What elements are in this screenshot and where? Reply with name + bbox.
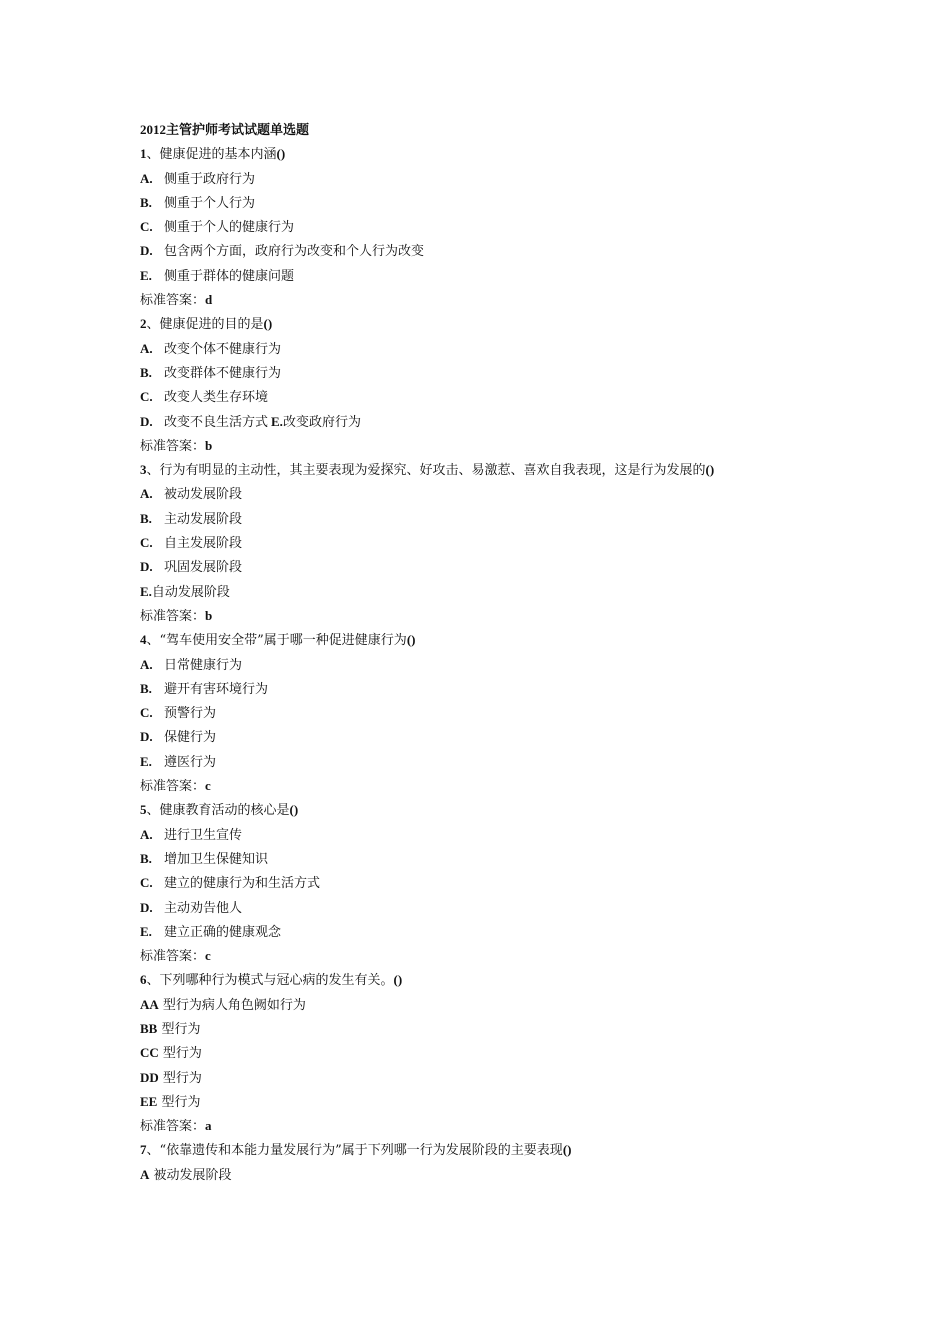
- option-key: D.: [140, 243, 153, 259]
- option-key: B.: [140, 510, 152, 526]
- option-key: C.: [140, 875, 153, 891]
- option-key: A.: [140, 826, 153, 842]
- option-item: [140, 531, 900, 555]
- answer-line: [140, 434, 900, 458]
- option-text: 保健行为: [164, 730, 217, 746]
- option-text: 遵医行为: [164, 754, 217, 770]
- question-separator: 、: [146, 317, 160, 333]
- question-number: 5: [140, 802, 147, 818]
- question-separator: 、: [146, 803, 160, 819]
- option-text: 改变人类生存环境: [164, 390, 269, 406]
- option-item: [140, 1163, 900, 1187]
- option-text: 型行为: [158, 1046, 202, 1062]
- option-text: 型行为病人角色阙如行为: [158, 997, 306, 1013]
- answer-line: [140, 1114, 900, 1138]
- option-text: 日常健康行为: [164, 657, 243, 673]
- question-blank: (): [562, 1142, 572, 1158]
- question-stem: [140, 1138, 900, 1162]
- option-text: 预警行为: [164, 706, 217, 722]
- option-item: [140, 385, 900, 409]
- option-text: 建立正确的健康观念: [164, 924, 282, 940]
- option-text: 主动发展阶段: [164, 511, 243, 527]
- question-stem: [140, 312, 900, 336]
- option-item: [140, 725, 900, 749]
- option-key: A.: [140, 656, 153, 672]
- option-text: 型行为: [157, 1094, 201, 1110]
- option-item: [140, 701, 900, 725]
- answer-label: 标准答案：: [140, 1119, 206, 1135]
- option-key: E.: [140, 753, 152, 769]
- question-number: 1: [140, 146, 147, 162]
- option-key: A: [140, 1166, 150, 1182]
- option-key: E.: [140, 923, 152, 939]
- option-text: 改变不良生活方式: [164, 414, 269, 430]
- question-stem: [140, 968, 900, 992]
- option-text: 改变个体不健康行为: [164, 341, 282, 357]
- option-item: [140, 507, 900, 531]
- option-key: B.: [140, 364, 152, 380]
- question-text: 健康促进的目的是: [159, 317, 264, 333]
- option-item: [140, 482, 900, 506]
- answer-value: c: [205, 778, 211, 794]
- option-key: A.: [140, 170, 153, 186]
- option-item: [140, 653, 900, 677]
- question-stem: [140, 628, 900, 652]
- question-text: 下列哪种行为模式与冠心病的发生有关。: [159, 973, 394, 989]
- document-title: [140, 118, 900, 142]
- option-key: AA: [140, 996, 159, 1012]
- option-item: [140, 677, 900, 701]
- option-key: B.: [140, 680, 152, 696]
- answer-line: [140, 288, 900, 312]
- option-key: E.: [271, 413, 283, 429]
- option-key: E.: [140, 267, 152, 283]
- option-text: 主动劝告他人: [164, 900, 243, 916]
- option-key: B.: [140, 850, 152, 866]
- option-item: [140, 361, 900, 385]
- option-item: [140, 1041, 900, 1065]
- question-number: 3: [140, 462, 147, 478]
- option-key: D.: [140, 559, 153, 575]
- option-text: 侧重于政府行为: [164, 171, 256, 187]
- option-text: 自主发展阶段: [164, 536, 243, 552]
- option-item: [140, 920, 900, 944]
- option-key: E.: [140, 583, 152, 599]
- question-separator: 、: [146, 147, 160, 163]
- question-separator: 、: [146, 463, 160, 479]
- option-text: 自动发展阶段: [151, 584, 230, 600]
- answer-label: 标准答案：: [140, 293, 206, 309]
- option-item: [140, 1090, 900, 1114]
- question-number: 7: [140, 1142, 147, 1158]
- question-separator: 、: [146, 973, 160, 989]
- answer-value: d: [205, 292, 213, 308]
- question-text: 健康促进的基本内涵: [159, 147, 277, 163]
- question-number: 2: [140, 316, 147, 332]
- option-item: [140, 264, 900, 288]
- option-key: B.: [140, 194, 152, 210]
- option-text: 侧重于个人行为: [164, 195, 256, 211]
- option-text: 型行为: [158, 1070, 202, 1086]
- answer-value: b: [205, 437, 213, 453]
- option-key: CC: [140, 1045, 159, 1061]
- option-item: [140, 871, 900, 895]
- option-item: [140, 215, 900, 239]
- option-item: [140, 896, 900, 920]
- option-text: 被动发展阶段: [164, 487, 243, 503]
- document-page: [140, 118, 900, 1187]
- option-text: 避开有害环境行为: [164, 681, 269, 697]
- option-key: A.: [140, 486, 153, 502]
- question-stem: [140, 142, 900, 166]
- option-item: [140, 239, 900, 263]
- option-text: 被动发展阶段: [149, 1167, 232, 1183]
- option-text: 改变政府行为: [282, 414, 361, 430]
- question-text: 行为有明显的主动性，其主要表现为爱探究、好攻击、易激惹、喜欢自我表现，这是行为发展的: [159, 463, 706, 479]
- option-text: 改变群体不健康行为: [164, 365, 282, 381]
- option-key: D.: [140, 413, 153, 429]
- document-title-text: 2012主管护师考试试题单选题: [140, 122, 310, 137]
- option-key: D.: [140, 729, 153, 745]
- option-text: 巩固发展阶段: [164, 560, 243, 576]
- option-key: D.: [140, 899, 153, 915]
- answer-line: [140, 944, 900, 968]
- answer-line: [140, 774, 900, 798]
- question-separator: 、: [146, 1143, 160, 1159]
- question-text: “依靠遗传和本能力量发展行为”属于下列哪一行为发展阶段的主要表现: [159, 1143, 563, 1159]
- answer-label: 标准答案：: [140, 438, 206, 454]
- question-blank: (): [393, 972, 403, 988]
- answer-line: [140, 604, 900, 628]
- option-text: 增加卫生保健知识: [164, 851, 269, 867]
- question-separator: 、: [146, 633, 160, 649]
- option-item: [140, 167, 900, 191]
- option-item: [140, 1066, 900, 1090]
- option-key: C.: [140, 705, 153, 721]
- option-item: [140, 580, 900, 604]
- option-text: 包含两个方面，政府行为改变和个人行为改变: [164, 244, 425, 260]
- option-item: [140, 847, 900, 871]
- answer-value: a: [205, 1118, 212, 1134]
- question-text: 健康教育活动的核心是: [159, 803, 290, 819]
- option-key: C.: [140, 389, 153, 405]
- question-list: [140, 142, 900, 1187]
- option-item: [140, 993, 900, 1017]
- option-text: 建立的健康行为和生活方式: [164, 876, 321, 892]
- option-key: EE: [140, 1093, 158, 1109]
- question-stem: [140, 458, 900, 482]
- option-key: C.: [140, 219, 153, 235]
- question-stem: [140, 798, 900, 822]
- question-blank: (): [263, 316, 273, 332]
- question-number: 6: [140, 972, 147, 988]
- answer-value: c: [205, 948, 211, 964]
- question-blank: (): [705, 462, 715, 478]
- answer-label: 标准答案：: [140, 608, 206, 624]
- answer-value: b: [205, 607, 213, 623]
- option-item: [140, 750, 900, 774]
- option-text: 型行为: [157, 1021, 201, 1037]
- question-blank: (): [406, 632, 416, 648]
- option-key: A.: [140, 340, 153, 356]
- option-text: 进行卫生宣传: [164, 827, 243, 843]
- option-text: 侧重于群体的健康问题: [164, 268, 295, 284]
- option-item: [140, 555, 900, 579]
- answer-label: 标准答案：: [140, 949, 206, 965]
- question-number: 4: [140, 632, 147, 648]
- option-text: 侧重于个人的健康行为: [164, 220, 295, 236]
- option-item: [140, 410, 900, 434]
- question-blank: (): [289, 802, 299, 818]
- question-text: “驾车使用安全带”属于哪一种促进健康行为: [159, 633, 407, 649]
- answer-label: 标准答案：: [140, 779, 206, 795]
- option-key: C.: [140, 535, 153, 551]
- option-key: BB: [140, 1020, 158, 1036]
- option-item: [140, 823, 900, 847]
- option-item: [140, 1017, 900, 1041]
- option-item: [140, 191, 900, 215]
- option-key: DD: [140, 1069, 159, 1085]
- question-blank: (): [276, 146, 286, 162]
- option-item: [140, 337, 900, 361]
